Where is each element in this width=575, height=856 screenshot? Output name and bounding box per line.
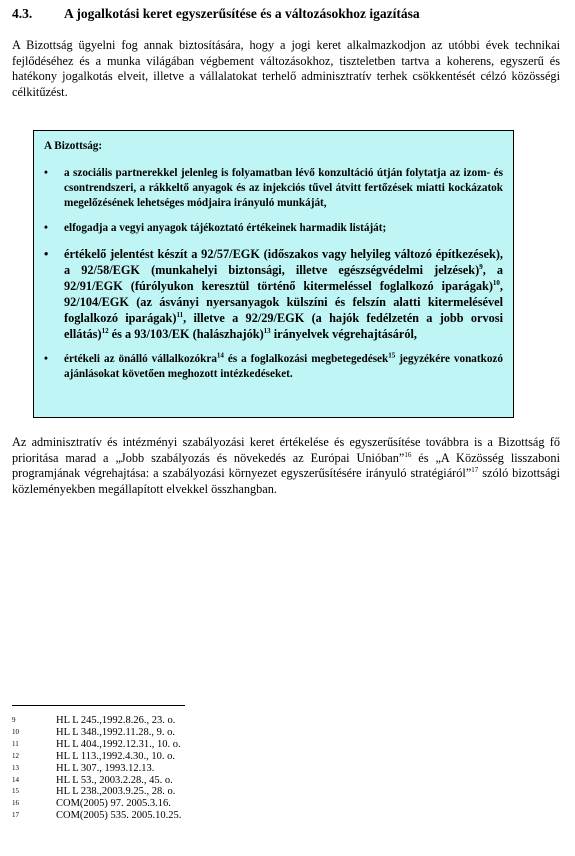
footnote-number: 10: [12, 727, 19, 736]
footnote: [12, 786, 181, 798]
bullet-text: értékeli az önálló vállalkozókra$^{14}$ és a foglalkozási megbetegedések$^{15}$ jegyzékére vonatkozó ajánlásokat követően meghozott intézkedéseket.: [64, 351, 503, 380]
bullet-text: értékelő jelentést készít a 92/57/EGK (időszakos vagy helyileg változó építkezések), a 92/58/EGK (munkahelyi biztonsági, illetve egészségvédelmi jelzések)$^9$, a 92/91/EGK (fúrólyukon keresztül történő kitermeléssel foglalkozó iparágak)$^{10}$, 92/104/EGK (az ásványi nyersanyagok külszíni és felszín alatti kitermelésével foglalkozó iparágak)$^{11}$, illetve a 92/29/EGK (a hajók fedélzetén a jobb orvosi ellátás)$^{12}$ és a 93/103/EK (halászhajók)$^{13}$ irányelvek végrehajtásáról,: [64, 247, 504, 341]
footnote-text: HL L 53., 2003.2.28., 45. o.: [56, 774, 173, 786]
footnote-ref[interactable]: 17: [471, 465, 479, 474]
footnote-number: 11: [12, 739, 19, 748]
footnote-number: 14: [12, 775, 19, 784]
footnote-ref[interactable]: 15: [388, 351, 396, 360]
commission-actions-box: [33, 130, 514, 418]
footnote-ref[interactable]: 9: [479, 262, 483, 271]
footnote-number: 15: [12, 787, 19, 796]
footnote-number: 12: [12, 751, 19, 760]
footnote-number: 9: [12, 716, 16, 724]
footnote-text: HL L 404.,1992.12.31., 10. o.: [56, 738, 181, 750]
footnote-ref[interactable]: 12: [101, 326, 109, 335]
footnote-ref[interactable]: 10: [492, 278, 500, 287]
footnote-text: HL L 245.,1992.8.26., 23. o.: [56, 715, 176, 726]
footnote-number: 16: [12, 799, 19, 808]
footnote: [12, 763, 181, 775]
footnote: [12, 751, 181, 763]
bullet-icon: •: [44, 247, 49, 261]
bullet-item-chemical-values: [44, 221, 503, 236]
bullet-text: a szociális partnerekkel jelenleg is folyamatban lévő konzultáció útján folytatja az izom- és csontrendszeri, a rákkeltő anyagok és az injekciós tűvel átvitt fertőzések miatti kockázatok megelőzésének lehetséges módjaira irányuló munkáját,: [64, 167, 503, 209]
section-title: A jogalkotási keret egyszerűsítése és a változásokhoz igazítása: [64, 6, 420, 21]
closing-paragraph: Az adminisztratív és intézményi szabályozási keret értékelése és egyszerűsítése továbbra is a Bizottság fő prioritása marad a „Jobb szabályozás és növekedés az Európai Unióban”$^{16}$ és „A Közösség lisszaboni programjának végrehajtása: a szabályozási környezet egyszerűsítésére irányuló stratégiáról”$^{17}$ szóló bizottsági közleményekben megállapított elvekkel összhangban.: [12, 435, 560, 496]
bullet-icon: •: [44, 353, 48, 365]
footnote: [12, 798, 181, 810]
footnote-text: COM(2005) 97. 2005.3.16.: [56, 798, 171, 810]
footnote: [12, 739, 181, 751]
footnote-number: 13: [12, 763, 19, 772]
section-heading: [12, 6, 420, 22]
footnote: [12, 810, 181, 822]
footnote-ref[interactable]: 13: [263, 326, 271, 335]
bullet-icon: •: [44, 167, 48, 179]
footnote-separator: [12, 705, 185, 706]
footnote-text: HL L 113.,1992.4.30., 10. o.: [56, 750, 175, 762]
box-title: A Bizottság:: [44, 140, 103, 152]
footnote-ref[interactable]: 11: [176, 310, 184, 319]
footnote: [12, 727, 181, 739]
bullet-item-consultation: [44, 166, 503, 211]
footnote-text: HL L 348.,1992.11.28., 9. o.: [56, 726, 175, 738]
footnote-text: HL L 238.,2003.9.25., 28. o.: [56, 786, 176, 798]
footnote-ref[interactable]: 16: [404, 450, 412, 459]
footnote-text: HL L 307., 1993.12.13.: [56, 762, 155, 774]
bullet-icon: •: [44, 222, 48, 234]
footnote-text: COM(2005) 535. 2005.10.25.: [56, 810, 182, 822]
footnote-ref[interactable]: 14: [216, 351, 224, 360]
footnote: [12, 775, 181, 787]
footnotes-list: [12, 715, 181, 822]
footnote: [12, 715, 181, 727]
bullet-item-recommendations: [44, 352, 503, 382]
bullet-item-evaluation-report: [44, 246, 503, 342]
bullet-text: elfogadja a vegyi anyagok tájékoztató értékeinek harmadik listáját;: [64, 222, 387, 234]
footnote-number: 17: [12, 811, 19, 820]
section-number: 4.3.: [12, 6, 33, 21]
intro-paragraph: A Bizottság ügyelni fog annak biztosítására, hogy a jogi keret alkalmazkodjon az utóbbi évek technikai fejlődéséhez és a munka világában végbement változásokhoz, tiszteletben tartva a koherens, egyszerű és hatékony jogalkotás elveit, illetve a vállalatokat terhelő adminisztratív terhek csökkentését célzó közösségi célkitűzést.: [12, 38, 560, 99]
